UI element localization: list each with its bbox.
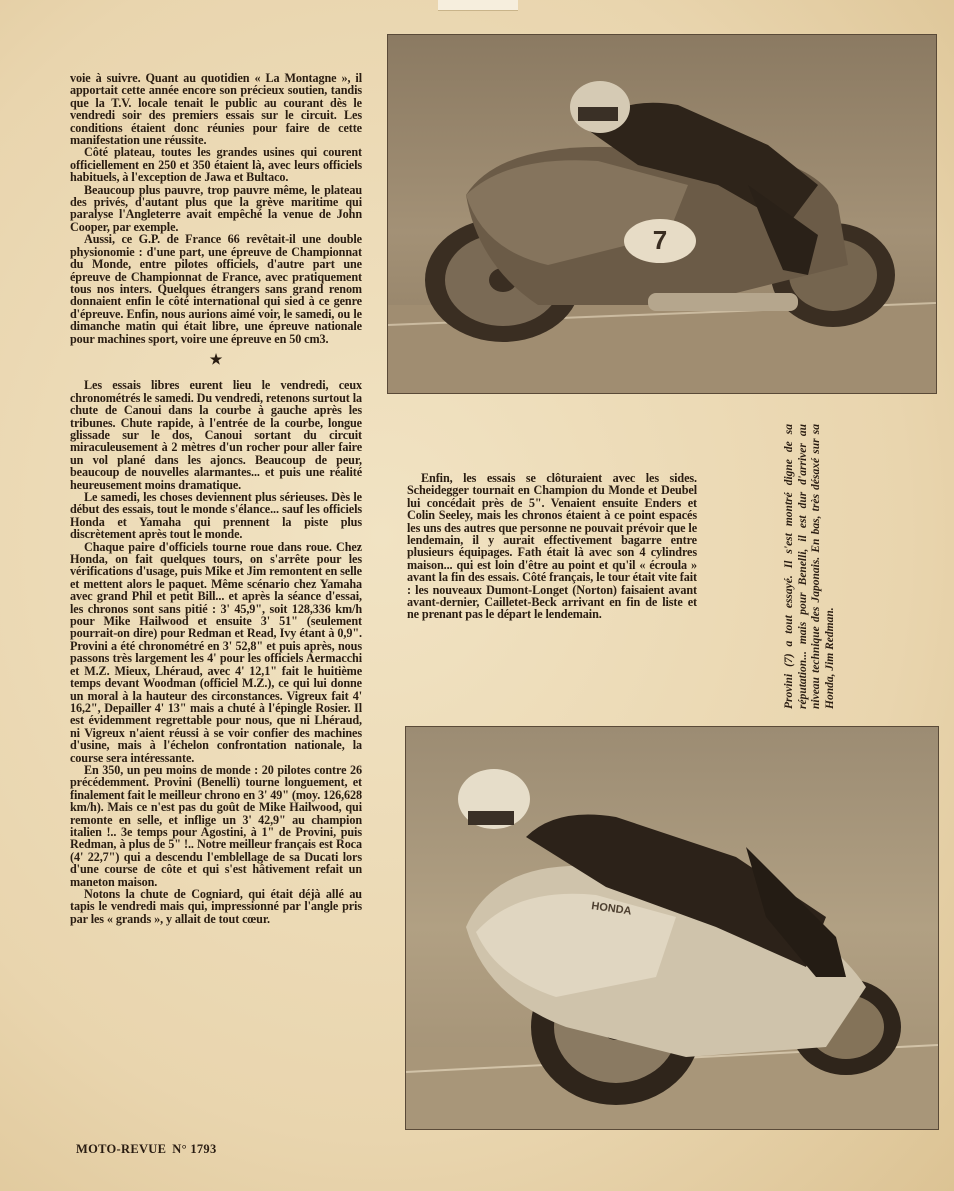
middle-text-column [407, 472, 697, 621]
paper-tab [438, 0, 518, 11]
paragraph: Enfin, les essais se clôturaient avec les sides. Scheidegger tournait en Champion du Monde et Deubel lui concédait près de 5". Venaient ensuite Enders et Colin Seeley, mais les chronos étaient à ce point espacés les uns des autres que personne ne pouvait prévoir que le lendemain, il y aurait effectivement bagarre entre plusieurs équipages. Fath était là avec son 4 cylindres maison... qui est loin d'être au point et qu'il « écroula » avant la fin des essais. Côté français, le tour était vite fait : les nouveaux Dumont-Longet (Norton) faisaient avant avant-dernier, Cailletet-Beck arrivant en fin de liste et ne prenant pas le départ le lendemain. [407, 471, 697, 622]
photo-caption: Provini (7) a tout essayé. Il s'est montré digne de sa réputation... mais pour Benelli, il est dur d'arriver au niveau technique des Japonais. En bas, très désaxé sur sa Honda, Jim Redman. [783, 424, 836, 709]
section-separator: ★ [209, 352, 223, 368]
page-footer [76, 1142, 217, 1157]
paragraph: Les essais libres eurent lieu le vendredi, ceux chronométrés le samedi. Du vendredi, retenons surtout la chute de Canoui dans la courbe à gauche après les tribunes. Chute rapide, à l'entrée de la courbe, longue glissade sur le dos, Canoui sortant du circuit miraculeusement à 2 mètres d'un rocher pour aller faire un vol plané dans les ajoncs. Beaucoup de peur, beaucoup de nouvelles alarmantes... et puis une réalité heureusement moins dramatique. [70, 378, 362, 492]
paragraph: Beaucoup plus pauvre, trop pauvre même, le plateau des privés, d'autant plus que la grève maritime qui paralyse l'Angleterre avait empêché la venue de John Cooper, par exemple. [70, 182, 362, 234]
photo-redman-honda [405, 726, 939, 1130]
paragraph: En 350, un peu moins de monde : 20 pilotes contre 26 précédemment. Provini (Benelli) tourne longuement, et finalement fait le meilleur chrono en 3' 49" (moy. 126,628 km/h). Mais ce n'est pas du goût de Mike Hailwood, qui remonte en selle, et inflige un 3' 42,9" au champion italien !.. 3e temps pour Agostini, à 1" de Provini, puis Redman, à plus de 5" !.. Notre meilleur français est Roca (4' 22,7") qui a descendu l'emblellage de sa Ducati lors d'une course de côte et qui s'est hâtivement refait un maneton maison. [70, 762, 362, 889]
paragraph: Notons la chute de Cogniard, qui était déjà allé au tapis le vendredi mais qui, impressionné par l'angle pris par les « grands », y allait de tout cœur. [70, 887, 362, 926]
photo-provini-benelli [387, 34, 937, 394]
paragraph: Le samedi, les choses deviennent plus sérieuses. Dès le début des essais, tout le monde s'élance... sauf les officiels Honda et Yamaha qui prennent la piste plus discrètement après tout le monde. [70, 490, 362, 542]
paragraph: voie à suivre. Quant au quotidien « La Montagne », il apportait cette année encore son précieux soutien, tandis que la T.V. locale tenait le public au courant dès le vendredi soir des premiers essais sur le circuit. Les conditions étaient donc réunies pour faire de cette manifestation une réussite. [70, 71, 362, 148]
paragraph: Aussi, ce G.P. de France 66 revêtait-il une double physionomie : d'une part, une épreuve de Championnat du Monde, entre pilotes officiels, d'autre part une épreuve de Championnat de France, avec pratiquement tous nos inters. Quelques étrangers sans grand renom donnaient enfin le côté international qui sied à ce genre d'épreuve. Enfin, nous aurions aimé voir, le samedi, ou le dimanche matin qui était libre, une épreuve nationale pour machines sport, voire une épreuve en 50 cm3. [70, 232, 362, 346]
left-text-column [70, 72, 362, 925]
paragraph: Côté plateau, toutes les grandes usines qui courent officiellement en 250 et 350 étaient là, avec leurs officiels habituels, à l'exception de Jawa et Bultaco. [70, 145, 362, 185]
magazine-name: MOTO-REVUE [76, 1142, 167, 1156]
paragraph: Chaque paire d'officiels tourne roue dans roue. Chez Honda, on fait quelques tours, on s'arrête pour les vérifications d'usage, puis Mike et Jim remontent en selle et mettent alors le paquet. Même scénario chez Yamaha avec grand Phil et petit Bill... et après la séance d'essai, les chronos sont sans pitié : 3' 45,9", soit 128,336 km/h pour Mike Hailwood et ensuite 3' 51" (seulement pourrait-on dire) pour Redman et Read, Ivy étant à 0,9". Provini a été chronométré en 3' 52,8" et puis après, nous passons très largement les 4' pour les officiels Aermacchi et M.Z. Mieux, Lhéraud, avec 4' 12,1" fait le huitième temps devant Woodman (officiel M.Z.), ce qui lui donne un moral à la hauteur des circonstances. Vigreux fait 4' 16,2", Depailler 4' 13" mais a chuté à l'épingle Rosier. Il est évidemment regrettable pour nous, que ni Lhéraud, ni Vigreux n'aient réussi à se voir confier des machines d'usine, mais à l'échelon confrontation nationale, la course sera intéressante. [70, 539, 362, 765]
fairing-lettering: HONDA [590, 900, 633, 918]
number-plate: 7 [652, 225, 668, 255]
issue-number: N° 1793 [172, 1142, 217, 1156]
